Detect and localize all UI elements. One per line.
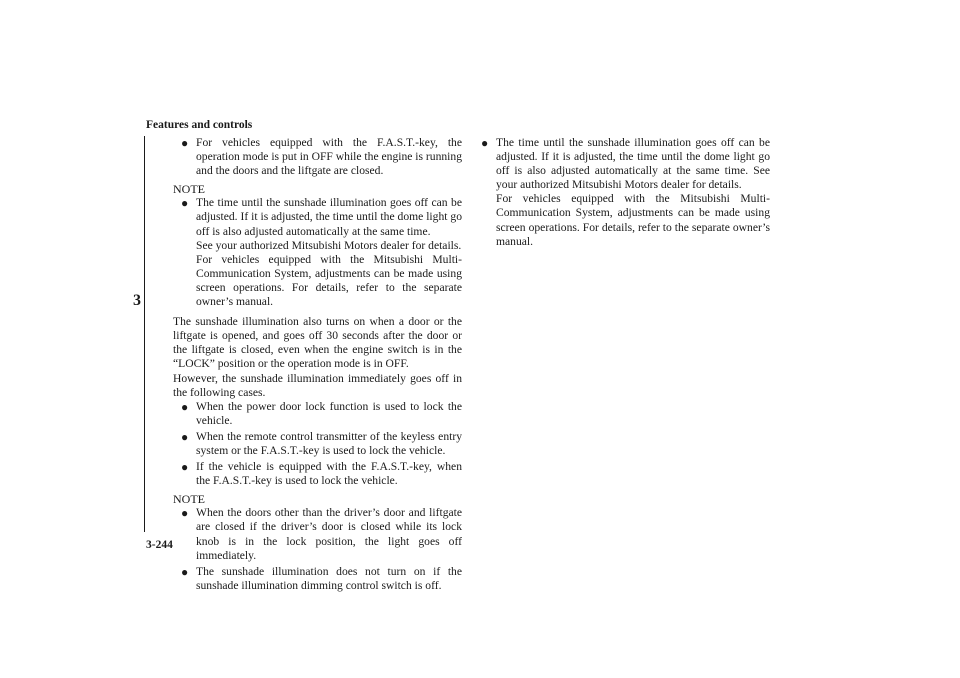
list-item — [181, 430, 462, 458]
bullet-icon: ● — [181, 429, 189, 444]
list-item — [181, 136, 462, 178]
list-item — [481, 136, 770, 249]
bullet-icon: ● — [181, 136, 189, 150]
bullet-text: When the power door lock function is used to lock the vehicle. — [196, 399, 462, 427]
list-item — [181, 460, 462, 488]
bullet-text: When the remote control transmitter of the keyless entry system or the F.A.S.T.-key is used to lock the vehicle. — [196, 429, 462, 457]
bullet-text: For vehicles equipped with the Mitsubishi Multi-Communication System, adjustments can be made using screen operations. For details, refer to the separate owner’s manual. — [496, 192, 770, 248]
note-label: NOTE — [173, 182, 205, 197]
list-item — [181, 565, 462, 593]
list-item — [181, 196, 462, 309]
bullet-text: When the doors other than the driver’s door and liftgate are closed if the driver’s door is closed while its lock knob is in the lock position, the light goes off immediately. — [196, 506, 462, 562]
bullet-icon: ● — [181, 399, 189, 414]
case-list — [173, 400, 462, 489]
paragraph-text: The sunshade illumination also turns on when a door or the liftgate is opened, and goes off 30 seconds after the door or the liftgate is closed, even when the engine switch is in the “LOCK” position or the operation mode is in OFF. — [173, 315, 462, 371]
bullet-icon: ● — [181, 506, 189, 521]
page-number: 3-244 — [146, 539, 173, 551]
bullet-text: See your authorized Mitsubishi Motors dealer for details. — [196, 238, 462, 252]
body-paragraph — [173, 315, 462, 400]
bullet-text: For vehicles equipped with the Mitsubishi Multi-Communication System, adjustments can be made using screen operations. For details, refer to the separate owner’s manual. — [196, 252, 462, 309]
bullet-text: The sunshade illumination does not turn on if the sunshade illumination dimming control switch is off. — [196, 564, 462, 592]
note-label: NOTE — [173, 492, 205, 507]
paragraph-text: However, the sunshade illumination immediately goes off in the following cases. — [173, 371, 462, 399]
bullet-text: The time until the sunshade illumination goes off can be adjusted. If it is adjusted, the time until the dome light go off is also adjusted automatically at the same time. — [196, 196, 462, 238]
chapter-tab-divider — [124, 136, 145, 532]
header-title: Features and controls — [146, 119, 253, 131]
right-column — [481, 136, 770, 251]
note-block — [173, 492, 462, 593]
bullet-icon: ● — [181, 460, 189, 475]
list-item — [181, 506, 462, 562]
note-block — [173, 182, 462, 309]
list-item — [181, 400, 462, 428]
chapter-number: 3 — [133, 292, 141, 309]
bullet-icon: ● — [181, 196, 189, 211]
left-column — [173, 136, 462, 595]
bullet-icon: ● — [481, 136, 489, 150]
bullet-text: The time until the sunshade illumination goes off can be adjusted. If it is adjusted, the time until the dome light go off is also adjusted automatically at the same time. See your authorized Mitsubishi Motors dealer for details. — [496, 136, 770, 192]
bullet-text: If the vehicle is equipped with the F.A.S.T.-key, when the F.A.S.T.-key is used to lock the vehicle. — [196, 460, 462, 488]
bullet-text: For vehicles equipped with the F.A.S.T.-key, the operation mode is put in OFF while the engine is running and the doors and the liftgate are closed. — [196, 136, 462, 178]
bullet-icon: ● — [181, 564, 189, 579]
